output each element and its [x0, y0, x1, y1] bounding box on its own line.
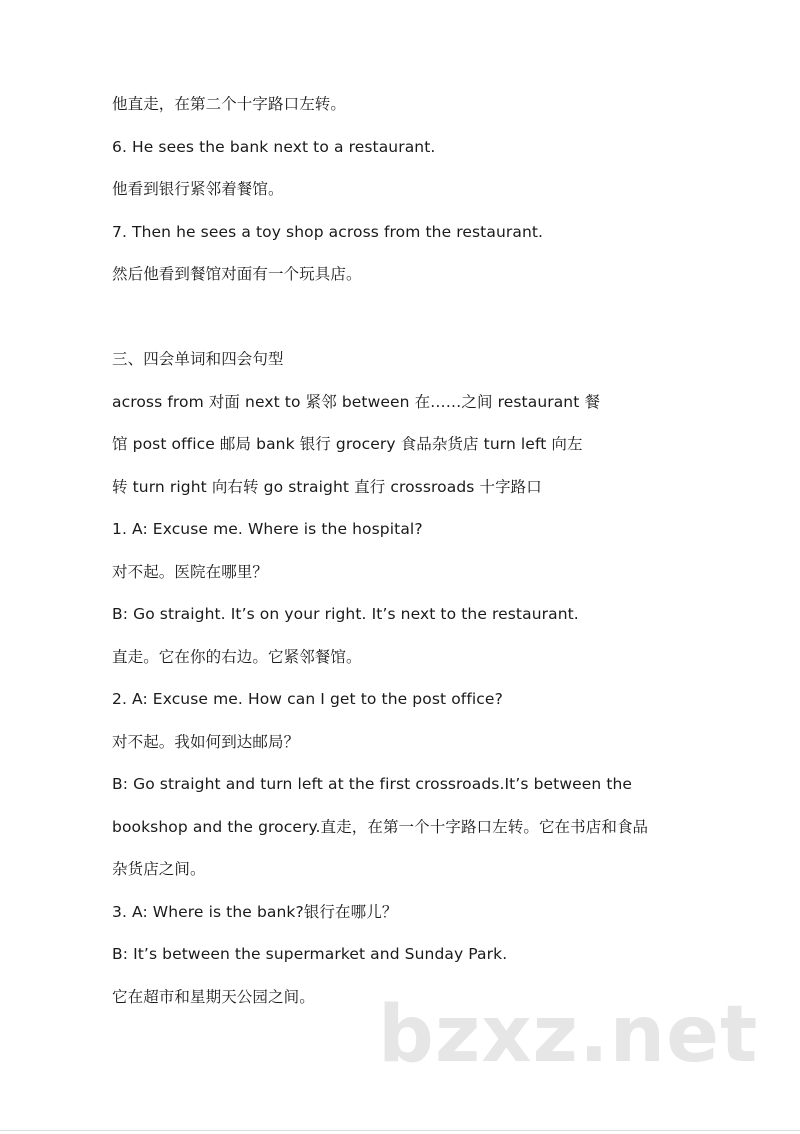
text-line: 转 turn right 向右转 go straight 直行 crossroads 十字路口: [112, 478, 542, 496]
text-line: bookshop and the grocery.直走，在第一个十字路口左转。它在书店和食品: [112, 818, 649, 836]
text-line: 7. Then he sees a toy shop across from the restaurant.: [112, 223, 544, 241]
text-line: 它在超市和星期天公园之间。: [112, 988, 315, 1006]
text-line: 馆 post office 邮局 bank 银行 grocery 食品杂货店 turn left 向左: [112, 435, 583, 453]
text-line: 3. A: Where is the bank?银行在哪儿？: [112, 903, 398, 921]
text-line: 直走。它在你的右边。它紧邻餐馆。: [112, 648, 362, 666]
text-line: 然后他看到餐馆对面有一个玩具店。: [112, 265, 362, 283]
text-line: B: Go straight and turn left at the first crossroads.It’s between the: [112, 775, 633, 793]
text-line: B: Go straight. It’s on your right. It’s next to the restaurant.: [112, 605, 579, 623]
text-line: 他直走，在第二个十字路口左转。: [112, 95, 347, 113]
text-line: B: It’s between the supermarket and Sunday Park.: [112, 945, 508, 963]
text-line: 他看到银行紧邻着餐馆。: [112, 180, 284, 198]
watermark: bzxz.net: [378, 990, 759, 1080]
text-line: 1. A: Excuse me. Where is the hospital?: [112, 520, 423, 538]
text-line: 对不起。我如何到达邮局？: [112, 733, 300, 751]
text-line: 杂货店之间。: [112, 860, 206, 878]
text-line: 对不起。医院在哪里？: [112, 563, 269, 581]
text-line: 2. A: Excuse me. How can I get to the post office?: [112, 690, 503, 708]
section-heading: 三、四会单词和四会句型: [112, 350, 284, 368]
page-bottom-divider: [0, 1130, 800, 1131]
text-line: across from 对面 next to 紧邻 between 在……之间 restaurant 餐: [112, 393, 601, 411]
text-line: 6. He sees the bank next to a restaurant.: [112, 138, 436, 156]
